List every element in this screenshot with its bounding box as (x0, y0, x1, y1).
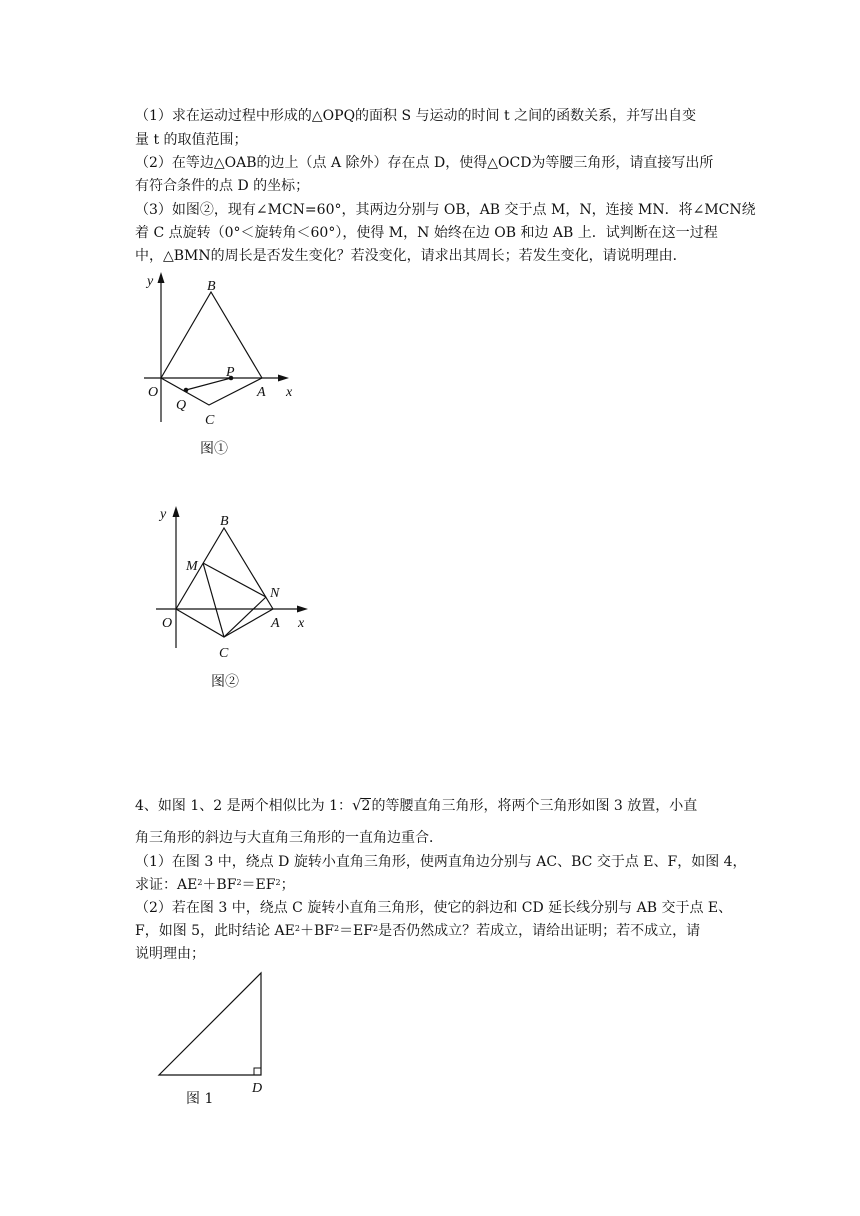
exp: 2 (333, 924, 340, 933)
p3-q3-line3: 中，△BMN的周长是否发生变化？若没变化，请求出其周长；若发生变化，请说明理由． (135, 248, 687, 264)
p4-line1-a: 4、如图 1、2 是两个相似比为 1： (135, 798, 352, 814)
p4-q1-ae: 求证：AE (135, 877, 198, 893)
exp: 2 (236, 878, 242, 887)
fig2-label-m: M (186, 559, 198, 574)
p3-q1-line1: （1）求在运动过程中形成的△OPQ的面积 S 与运动的时间 t 之间的函数关系，并写出自变 (135, 108, 697, 124)
p3-q2-line1: （2）在等边△OAB的边上（点 A 除外）存在点 D，使得△OCD为等腰三角形，请直接写出所 (135, 155, 714, 171)
p4-q1-line1: （1）在图 3 中，绕点 D 旋转小直角三角形，使两直角边分别与 AC、BC 交于点 E、F，如图 4， (135, 854, 747, 870)
p4-q2-rest: 是否仍然成立？若成立，请给出证明；若不成立，请 (378, 923, 701, 939)
fig1-label-c: C (205, 413, 215, 428)
fig1-label-y: y (147, 274, 154, 289)
fig1-label-b: B (207, 279, 216, 294)
p4-q2-ae: F，如图 5，此时结论 AE (135, 923, 295, 939)
fig1-label-x: x (286, 385, 293, 400)
fig2-label-n: N (270, 586, 280, 601)
fig2-label-c: C (219, 646, 229, 661)
fig3-label-d: D (252, 1081, 263, 1096)
exp: 2 (197, 878, 203, 887)
p3-q2-line2: 有符合条件的点 D 的坐标； (135, 178, 310, 194)
exp: 2 (294, 924, 300, 933)
sqrt-symbol: √ (351, 796, 362, 814)
fig2-label-b: B (220, 514, 229, 529)
fig1-label-a: A (257, 385, 266, 400)
fig2-label-a: A (271, 616, 280, 631)
p3-q1-line2: 量 t 的取值范围； (135, 132, 248, 148)
fig2-caption: 图② (211, 674, 239, 690)
fig2-label-x: x (298, 616, 305, 631)
p3-q3-line1: （3）如图②，现有∠MCN=60°，其两边分别与 OB，AB 交于点 M，N，连接 MN．将∠MCN绕 (135, 202, 756, 218)
p4-q2-ef: ＝EF (339, 923, 373, 939)
fig1-label-o: O (148, 385, 159, 400)
p4-q1-end: ； (280, 877, 295, 893)
fig1-label-p: P (226, 365, 235, 380)
fig3-triangle (159, 973, 261, 1075)
p4-line1-b: 的等腰直角三角形，将两个三角形如图 3 放置，小直 (371, 798, 698, 814)
fig3-right-angle-mark (254, 1068, 261, 1075)
p4-sqrt-value: 2 (361, 798, 371, 814)
p4-q2-line3: 说明理由； (135, 946, 205, 962)
fig1-label-q: Q (176, 398, 187, 413)
fig3-caption: 图 1 (186, 1091, 214, 1107)
p3-q3-line2: 着 C 点旋转（0°＜旋转角＜60°），使得 M，N 始终在边 OB 和边 AB 上．试判断在这一过程 (135, 225, 718, 241)
exp: 2 (373, 924, 379, 933)
p4-line2: 角三角形的斜边与大直角三角形的一直角边重合． (135, 830, 443, 846)
exp: 2 (275, 878, 281, 887)
p4-q1-bf: ＋BF (202, 877, 237, 893)
fig1-caption: 图① (200, 441, 228, 457)
fig2-label-o: O (162, 616, 173, 631)
p4-q2-line1: （2）若在图 3 中，绕点 C 旋转小直角三角形，使它的斜边和 CD 延长线分别与 AB 交于点 E、 (135, 900, 733, 916)
p4-q2-bf: ＋BF (299, 923, 334, 939)
fig2-label-y: y (160, 507, 167, 522)
p4-q1-ef: ＝EF (241, 877, 276, 893)
